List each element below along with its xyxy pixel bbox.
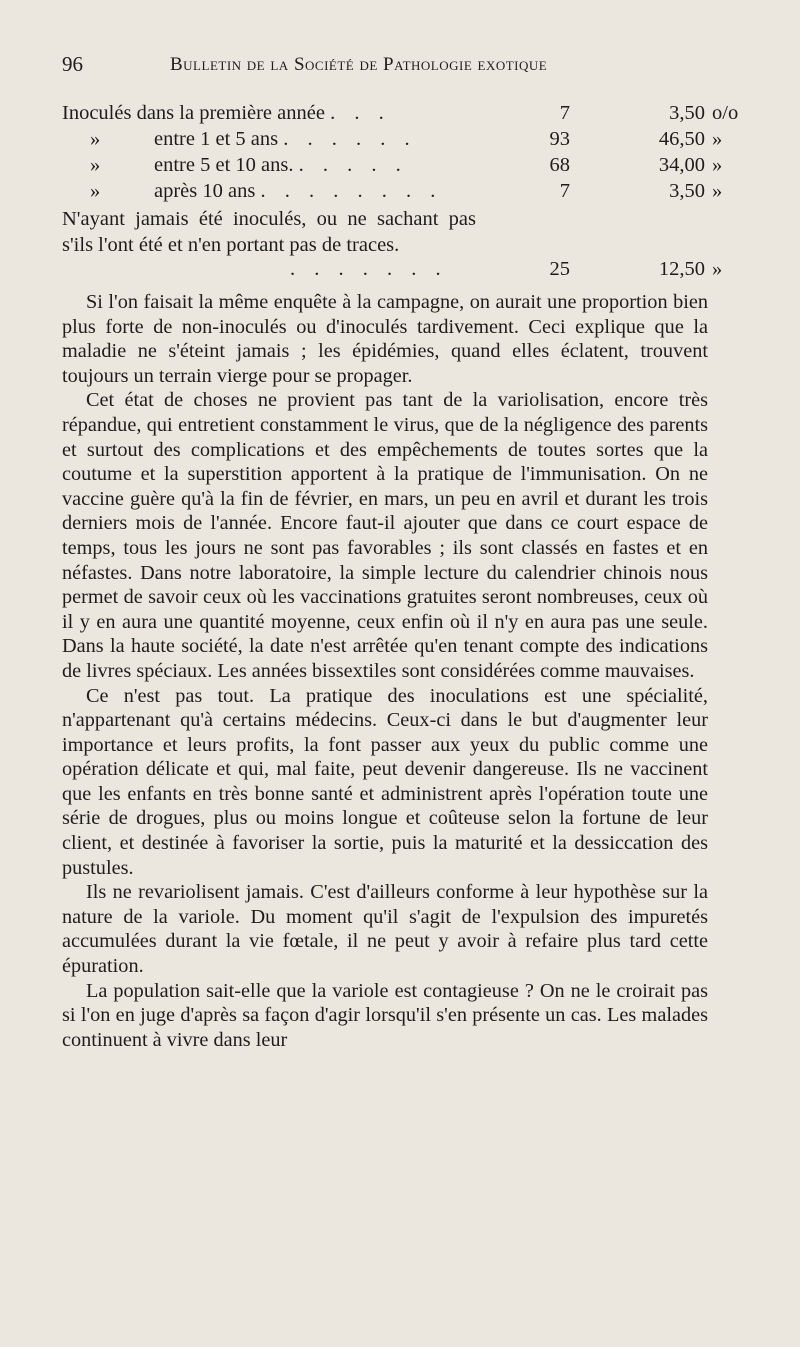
stat-row xyxy=(62,180,732,206)
stat-row xyxy=(62,102,739,128)
stat-label: entre 5 et 10 ans. xyxy=(154,154,294,176)
stat-row xyxy=(62,258,732,284)
paragraph: Cet état de choses ne provient pas tant de la variolisation, encore très répandue, qui entretient constamment le virus, que de la négligence des parents et surtout des complications et des empêchements de toutes sortes que la coutume et la superstition apportent à la pratique de l'immunisation. On ne vaccine guère qu'à la fin de février, en mars, un peu en avril et durant les trois derniers mois de l'année. Encore faut-il ajouter que dans ce court espace de temps, tous les jours ne sont pas favorables ; ils sont classés en fastes et en néfastes. Dans notre laboratoire, la simple lecture du calendrier chinois nous permet de savoir ceux où les vaccinations gratuites seront nombreuses, ceux où il y en aura une quantité moyenne, ceux enfin où il n'y en aura pas une seule. Dans la haute société, la date n'est arrêtée qu'en tenant compte des indications de livres spéciaux. Les années bissextiles sont considérées comme mauvaises. xyxy=(62,389,708,682)
leader-dots: . . . . . . . . xyxy=(260,180,443,202)
ditto-mark: » xyxy=(90,180,101,202)
ditto-mark: » xyxy=(90,128,101,150)
stat-count: 7 xyxy=(559,102,570,124)
stat-percent: 3,50 xyxy=(669,180,705,202)
leader-dots: . . . . . xyxy=(298,154,408,176)
body-text xyxy=(62,290,708,1052)
stat-unit: » xyxy=(712,154,723,176)
stat-label: après 10 ans xyxy=(154,180,256,202)
stat-count: 7 xyxy=(559,180,570,202)
stat-percent: 46,50 xyxy=(658,128,705,150)
stat-count: 93 xyxy=(549,128,570,150)
paragraph: Si l'on faisait la même enquête à la campagne, on aurait une proportion bien plus forte de non-inoculés ou d'inoculés tardivement. Ceci explique que la maladie ne s'éteint jamais ; les épidémies, quand elles éclatent, trouvent toujours un terrain vierge pour se propager. xyxy=(62,291,708,387)
stat-count: 68 xyxy=(549,154,570,176)
non-inoculated-label: N'ayant jamais été inoculés, ou ne sachant pas s'ils l'ont été et n'en portant pas de traces. xyxy=(62,208,476,256)
stat-label: Inoculés dans la première année xyxy=(62,102,325,124)
stat-label: entre 1 et 5 ans xyxy=(154,128,279,150)
stat-percent: 3,50 xyxy=(669,102,705,124)
leader-dots: . . . . . . . xyxy=(290,258,448,280)
running-title: Bulletin de la Société de Pathologie exotique xyxy=(170,54,548,75)
stat-percent: 12,50 xyxy=(658,258,705,280)
page-number: 96 xyxy=(62,52,83,76)
leader-dots: . . . xyxy=(330,102,391,124)
paragraph: La population sait-elle que la variole est contagieuse ? On ne le croirait pas si l'on en juge d'après sa façon d'agir lorsqu'il s'en présente un cas. Les malades continuent à vivre dans leur xyxy=(62,979,708,1051)
stat-count: 25 xyxy=(549,258,570,280)
stat-unit: » xyxy=(712,128,723,150)
page-header xyxy=(62,52,710,92)
stat-row xyxy=(62,154,732,180)
stat-unit: o/o xyxy=(712,102,739,124)
stat-unit: » xyxy=(712,258,723,280)
stat-row xyxy=(62,128,732,154)
stat-percent: 34,00 xyxy=(658,154,705,176)
paragraph: Ce n'est pas tout. La pratique des inoculations est une spécialité, n'appartenant qu'à certains médecins. Ceux-ci dans le but d'augmenter leur importance et leurs profits, la font passer aux yeux du public comme une opération délicate et qui, mal faite, peut devenir dangereuse. Ils ne vaccinent que les enfants en très bonne santé et administrent après l'opération toute une série de drogues, plus ou moins longue et coûteuse selon la fortune de leur client, et destinée à favoriser la sortie, puis la maturité et la dessiccation des pustules. xyxy=(62,684,708,879)
leader-dots: . . . . . . xyxy=(283,128,417,150)
ditto-mark: » xyxy=(90,154,101,176)
paragraph: Ils ne revariolisent jamais. C'est d'ailleurs conforme à leur hypothèse sur la nature de la variole. Du moment qu'il s'agit de l'expulsion des impuretés accumulées durant la vie fœtale, il ne peut y avoir à refaire plus tard cette épuration. xyxy=(62,881,708,978)
stat-unit: » xyxy=(712,180,723,202)
